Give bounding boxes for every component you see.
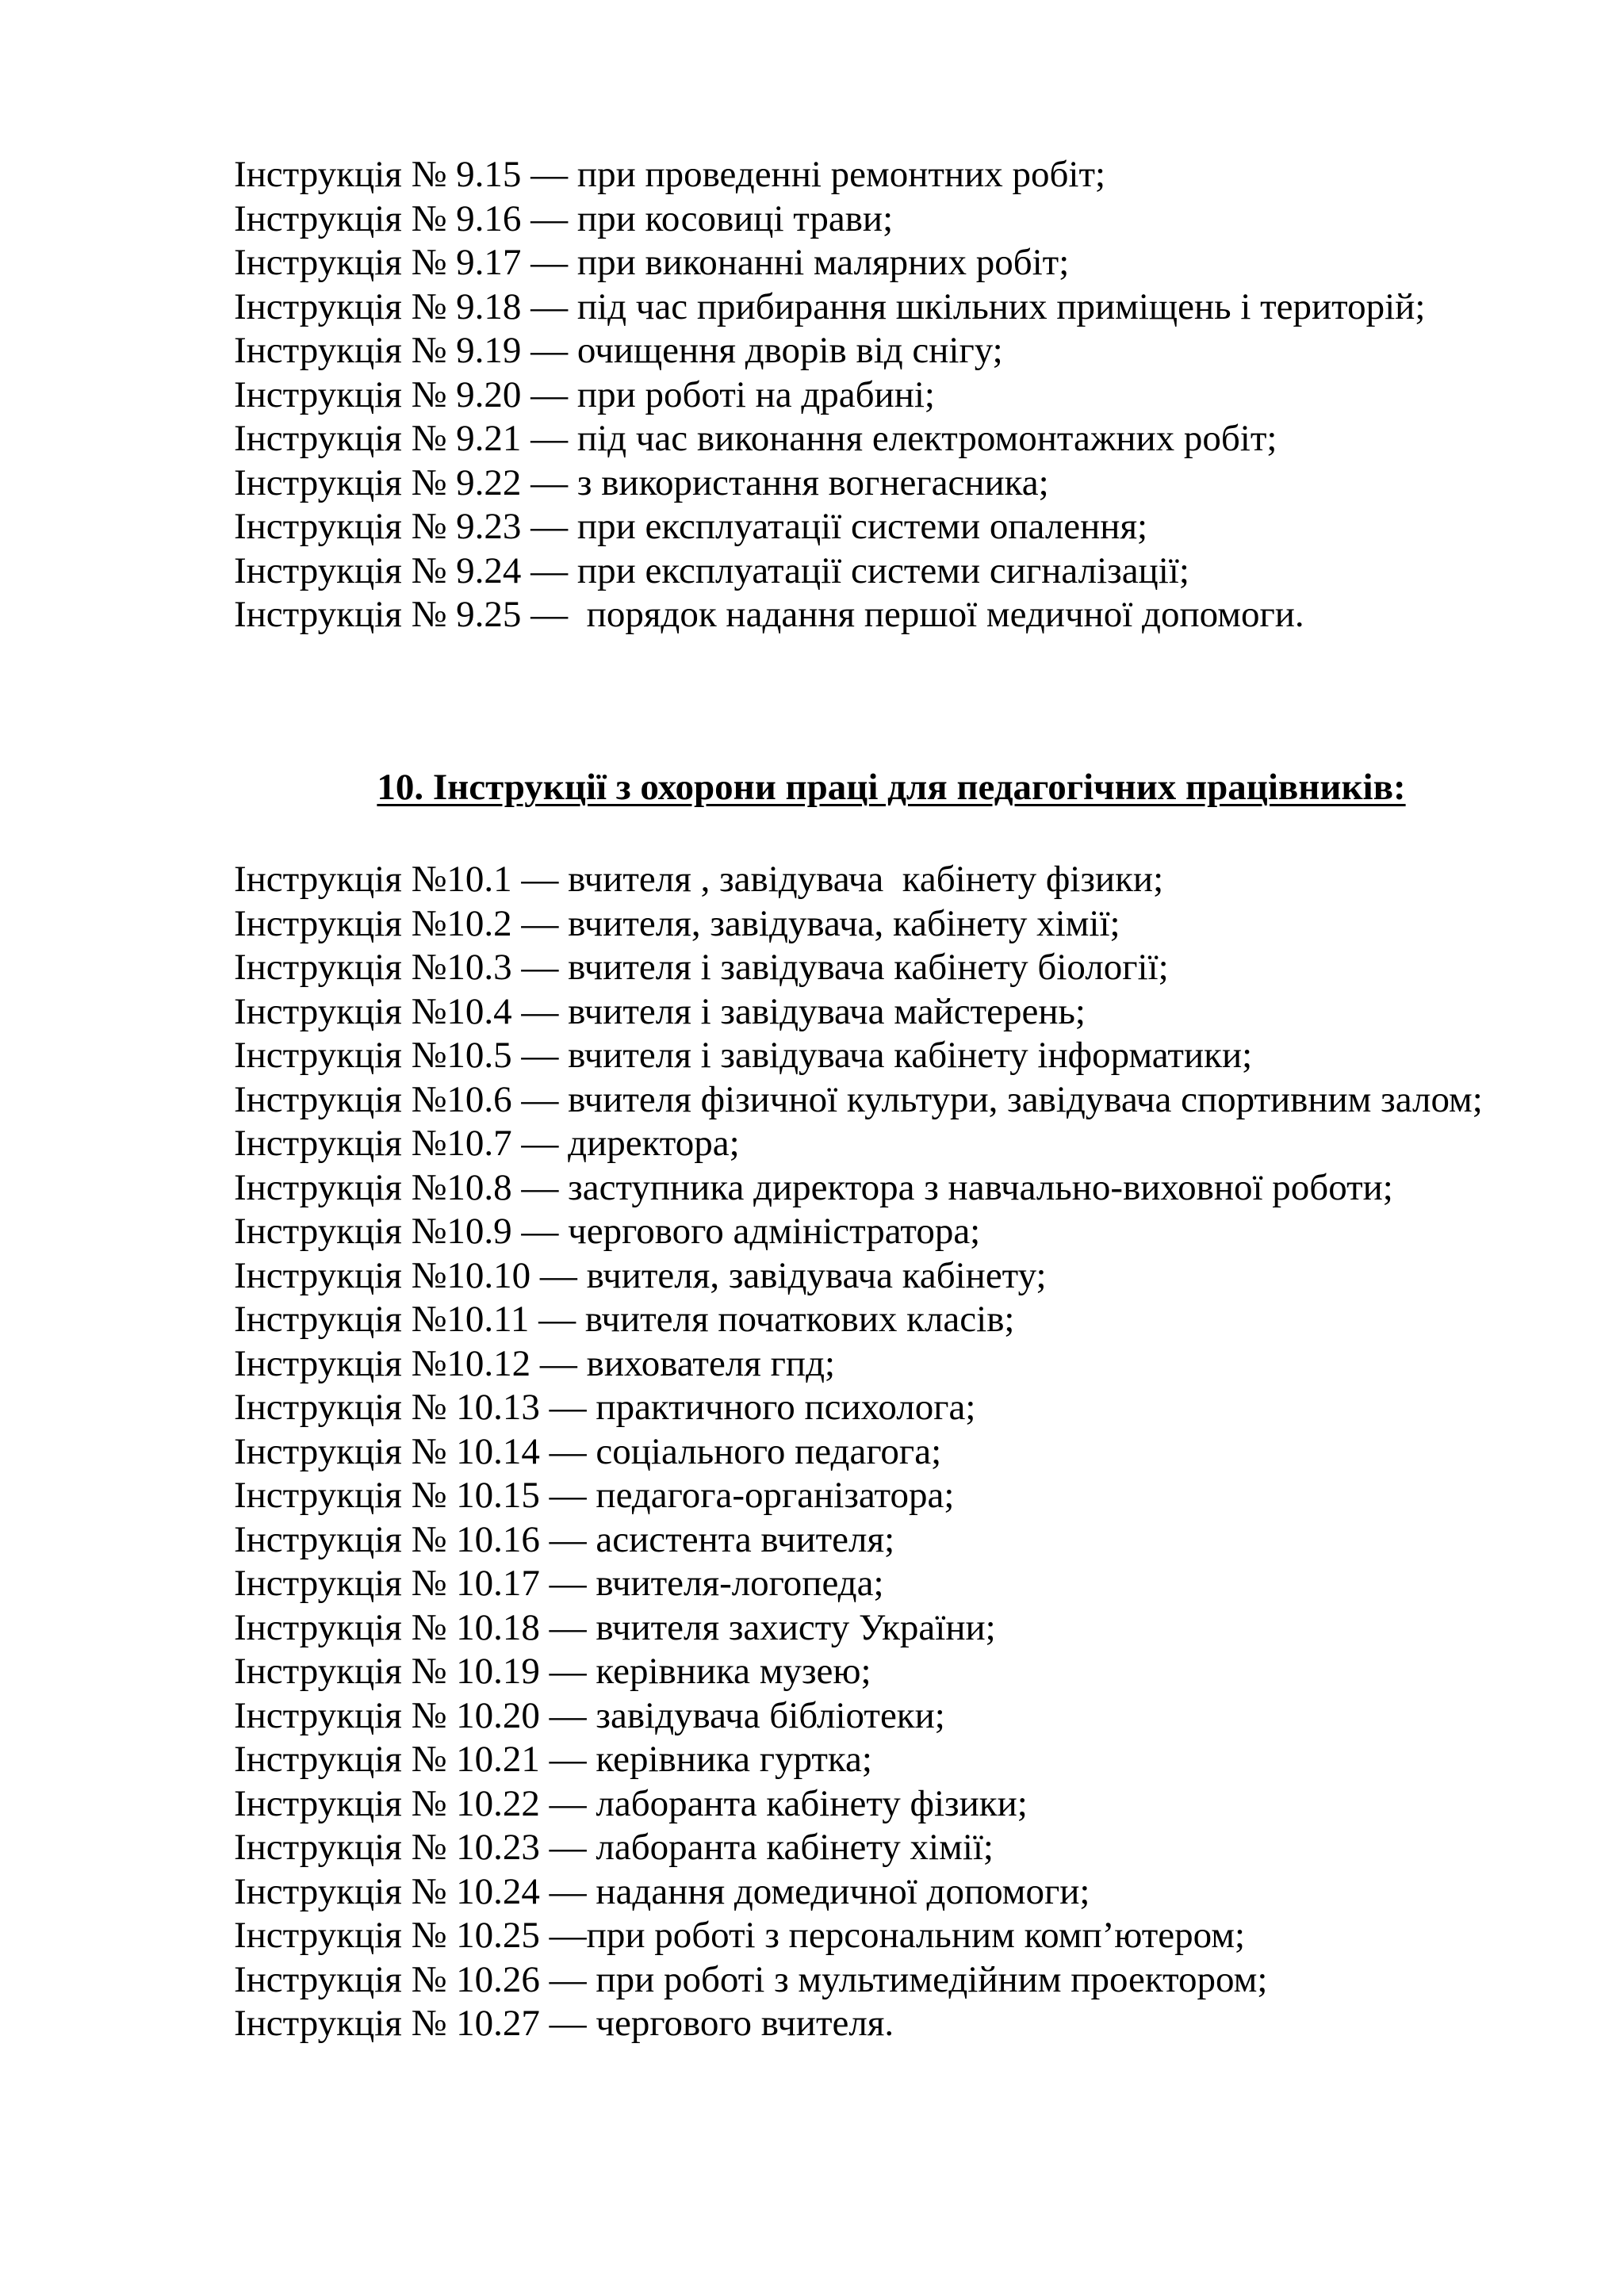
list-item: Інструкція № 9.18 — під час прибирання шкільних приміщень і територій; xyxy=(234,285,1426,327)
list-item: Інструкція № 9.21 — під час виконання електромонтажних робіт; xyxy=(234,418,1277,459)
instruction-list-section-10 xyxy=(234,858,1483,2046)
list-item: Інструкція №10.9 — чергового адміністратора; xyxy=(234,1211,981,1252)
list-item: Інструкція № 9.16 — при косовиці трави; xyxy=(234,197,894,239)
list-item: Інструкція №10.6 — вчителя фізичної культури, завідувача спортивним залом; xyxy=(234,1078,1483,1120)
list-item: Інструкція № 10.16 — асистента вчителя; xyxy=(234,1518,895,1560)
list-item: Інструкція №10.1 — вчителя , завідувача кабінету фізики; xyxy=(234,859,1164,900)
list-item: Інструкція № 10.23 — лаборанта кабінету хімії; xyxy=(234,1827,994,1868)
list-item: Інструкція №10.7 — директора; xyxy=(234,1123,740,1164)
list-item: Інструкція №10.10 — вчителя, завідувача кабінету; xyxy=(234,1254,1047,1296)
list-item: Інструкція № 10.15 — педагога-організатора; xyxy=(234,1475,955,1516)
list-item: Інструкція № 10.20 — завідувача бібліотеки; xyxy=(234,1694,945,1736)
list-item: Інструкція № 10.17 — вчителя-логопеда; xyxy=(234,1563,884,1604)
list-item: Інструкція № 10.27 — чергового вчителя. xyxy=(234,2003,894,2044)
list-item: Інструкція № 9.25 — порядок надання першої медичної допомоги. xyxy=(234,594,1304,635)
list-item: Інструкція №10.8 — заступника директора з навчально-виховної роботи; xyxy=(234,1166,1393,1208)
list-item: Інструкція № 10.24 — надання домедичної допомоги; xyxy=(234,1870,1090,1912)
list-item: Інструкція №10.3 — вчителя і завідувача кабінету біології; xyxy=(234,947,1169,988)
list-item: Інструкція №10.12 — вихователя гпд; xyxy=(234,1342,836,1384)
list-item: Інструкція № 10.13 — практичного психолога; xyxy=(234,1387,976,1428)
list-item: Інструкція № 9.15 — при проведенні ремонтних робіт; xyxy=(234,154,1106,195)
list-item: Інструкція № 10.26 — при роботі з мультимедійним проектором; xyxy=(234,1958,1268,2000)
list-item: Інструкція № 10.19 — керівника музею; xyxy=(234,1651,871,1692)
list-item: Інструкція № 10.18 — вчителя захисту України; xyxy=(234,1606,996,1648)
list-item: Інструкція №10.4 — вчителя і завідувача майстерень; xyxy=(234,990,1086,1032)
list-item: Інструкція № 9.19 — очищення дворів від снігу; xyxy=(234,330,1003,371)
section-10-heading xyxy=(0,765,1624,809)
list-item: Інструкція № 9.17 — при виконанні малярних робіт; xyxy=(234,242,1070,283)
list-item: Інструкція № 9.24 — при експлуатації системи сигналізації; xyxy=(234,549,1189,591)
list-item: Інструкція № 10.22 — лаборанта кабінету фізики; xyxy=(234,1782,1028,1824)
list-item: Інструкція №10.11 — вчителя початкових класів; xyxy=(234,1299,1015,1340)
list-item: Інструкція № 9.20 — при роботі на драбині; xyxy=(234,373,935,415)
list-item: Інструкція № 10.14 — соціального педагога; xyxy=(234,1430,942,1472)
list-item: Інструкція №10.5 — вчителя і завідувача кабінету інформатики; xyxy=(234,1035,1253,1076)
instruction-list-section-9 xyxy=(234,153,1425,637)
section-10-heading-text: 10. Інструкції з охорони праці для педагогічних працівників: xyxy=(377,767,1406,808)
list-item: Інструкція № 10.25 —при роботі з персональним комп’ютером; xyxy=(234,1915,1246,1956)
list-item: Інструкція № 9.23 — при експлуатації системи опалення; xyxy=(234,506,1148,547)
list-item: Інструкція № 10.21 — керівника гуртка; xyxy=(234,1739,872,1780)
list-item: Інструкція № 9.22 — з використання вогнегасника; xyxy=(234,461,1049,503)
list-item: Інструкція №10.2 — вчителя, завідувача, кабінету хімії; xyxy=(234,902,1120,944)
